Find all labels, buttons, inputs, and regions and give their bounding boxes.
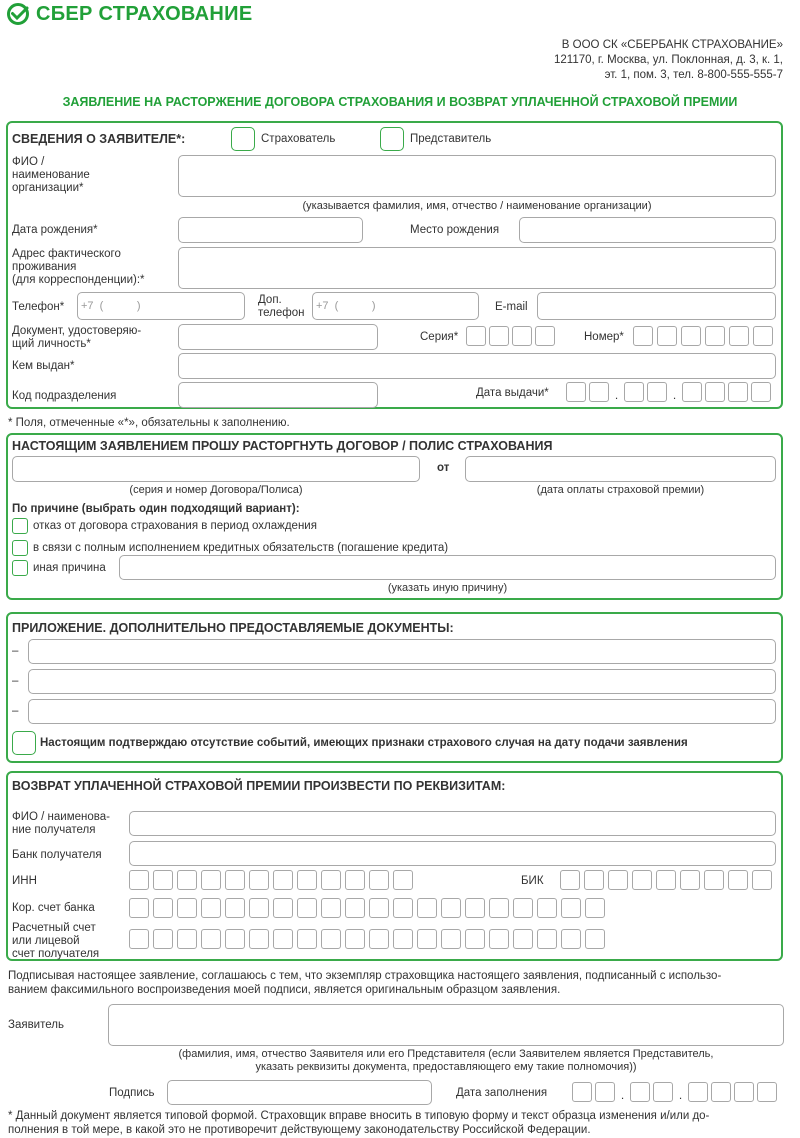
email-field[interactable] — [537, 292, 776, 320]
attachment-dash: – — [12, 675, 19, 687]
disclaimer-text: * Данный документ является типовой формой. Страховщик вправе вносить в типовую форму и текст образца изменения и/или до- полнения в той мере, в какой это не противоречит действующему законодательству Российской Федерации. — [8, 1110, 710, 1136]
inn-cell[interactable] — [225, 870, 245, 890]
inn-cell[interactable] — [177, 870, 197, 890]
bik-label: БИК — [521, 875, 544, 887]
number-label: Номер* — [584, 331, 624, 343]
corr-account-cell[interactable] — [129, 898, 149, 918]
inn-cell[interactable] — [201, 870, 221, 890]
number-cell[interactable] — [633, 326, 653, 346]
consent-text: Подписывая настоящее заявление, соглашаюсь с тем, что экземпляр страховщика настоящего заявления, подписанный с использо- ванием факсимильного воспроизведения моей подписи, является оригинальным образцом заявления. — [8, 970, 722, 996]
number-cell[interactable] — [753, 326, 773, 346]
bik-cell[interactable] — [560, 870, 580, 890]
fio-field[interactable] — [178, 155, 776, 197]
corr-account-cells — [129, 898, 605, 918]
extra-phone-field[interactable]: +7 ( ) — [312, 292, 479, 320]
bik-cell[interactable] — [584, 870, 604, 890]
account-cell[interactable] — [321, 929, 341, 949]
inn-cell[interactable] — [393, 870, 413, 890]
date-cell[interactable] — [624, 382, 644, 402]
bank-field[interactable] — [129, 841, 776, 866]
number-cell[interactable] — [705, 326, 725, 346]
date-cell[interactable] — [705, 382, 725, 402]
reason-title: По причине (выбрать один подходящий вариант): — [12, 503, 300, 515]
birth-date-label: Дата рождения* — [12, 224, 98, 236]
reason-loan-repaid-checkbox[interactable] — [12, 540, 28, 556]
fill-date-cell[interactable] — [653, 1082, 673, 1102]
series-cell[interactable] — [489, 326, 509, 346]
corr-account-cell[interactable] — [441, 898, 461, 918]
division-code-field[interactable] — [178, 382, 378, 408]
inn-cell[interactable] — [249, 870, 269, 890]
account-cell[interactable] — [273, 929, 293, 949]
recipient-label: ФИО / наименова- ние получателя — [12, 811, 110, 836]
no-insured-event-label: Настоящим подтверждаю отсутствие событий, имеющих признаки страхового случая на дату подачи заявления — [40, 737, 688, 749]
no-insured-event-checkbox[interactable] — [12, 731, 36, 755]
attachment-field-3[interactable] — [28, 699, 776, 724]
corr-account-cell[interactable] — [489, 898, 509, 918]
date-cell[interactable] — [566, 382, 586, 402]
bik-cell[interactable] — [752, 870, 772, 890]
date-cell[interactable] — [589, 382, 609, 402]
inn-cell[interactable] — [321, 870, 341, 890]
recipient-field[interactable] — [129, 811, 776, 836]
address-line: 121170, г. Москва, ул. Поклонная, д. 3, к. 1, — [553, 54, 783, 66]
address-line: В ООО СК «СБЕРБАНК СТРАХОВАНИЕ» — [561, 39, 783, 51]
email-label: E-mail — [495, 301, 528, 313]
applicant-signature-label: Заявитель — [8, 1019, 64, 1031]
bik-cell[interactable] — [632, 870, 652, 890]
issue-date-label: Дата выдачи* — [476, 387, 549, 399]
address-label: Адрес фактического проживания (для корреспонденции):* — [12, 248, 145, 286]
series-cell[interactable] — [466, 326, 486, 346]
corr-account-cell[interactable] — [537, 898, 557, 918]
inn-cell[interactable] — [297, 870, 317, 890]
account-cell[interactable] — [129, 929, 149, 949]
logo-text: СБЕР СТРАХОВАНИЕ — [36, 2, 253, 25]
policyholder-checkbox[interactable] — [231, 127, 255, 151]
fio-label: ФИО / наименование организации* — [12, 156, 90, 194]
id-document-label: Документ, удостоверяю- щий личность* — [12, 325, 142, 350]
from-label: от — [437, 462, 450, 474]
bik-cell[interactable] — [704, 870, 724, 890]
applicant-name-field[interactable] — [108, 1004, 784, 1046]
applicant-name-hint: (фамилия, имя, отчество Заявителя или его Представителя (если Заявителем является Представитель, указать реквизиты документа, предоставляющего ему такие полномочия)) — [178, 1048, 714, 1073]
account-cell[interactable] — [249, 929, 269, 949]
corr-account-cell[interactable] — [297, 898, 317, 918]
account-cell[interactable] — [345, 929, 365, 949]
other-reason-field[interactable] — [119, 555, 776, 580]
account-cell[interactable] — [297, 929, 317, 949]
document-title: ЗАЯВЛЕНИЕ НА РАСТОРЖЕНИЕ ДОГОВОРА СТРАХОВАНИЯ И ВОЗВРАТ УПЛАЧЕННОЙ СТРАХОВОЙ ПРЕМИИ — [62, 95, 738, 109]
fill-date-cell[interactable] — [734, 1082, 754, 1102]
corr-account-cell[interactable] — [201, 898, 221, 918]
bik-cell[interactable] — [608, 870, 628, 890]
corr-account-label: Кор. счет банка — [12, 902, 95, 914]
date-cell[interactable] — [682, 382, 702, 402]
number-cells — [633, 326, 773, 346]
account-cell[interactable] — [201, 929, 221, 949]
fill-date-cell[interactable] — [711, 1082, 731, 1102]
account-cell[interactable] — [489, 929, 509, 949]
number-cell[interactable] — [729, 326, 749, 346]
account-cell[interactable] — [513, 929, 533, 949]
signature-label: Подпись — [109, 1087, 155, 1099]
phone-field[interactable]: +7 ( ) — [77, 292, 245, 320]
account-cell[interactable] — [561, 929, 581, 949]
inn-cells — [129, 870, 413, 890]
corr-account-cell[interactable] — [561, 898, 581, 918]
account-cell[interactable] — [465, 929, 485, 949]
fill-date-cell[interactable] — [688, 1082, 708, 1102]
bik-cell[interactable] — [680, 870, 700, 890]
reason-loan-repaid-label: в связи с полным исполнением кредитных обязательств (погашение кредита) — [33, 542, 449, 554]
birth-date-field[interactable] — [178, 217, 363, 243]
refund-section-title: ВОЗВРАТ УПЛАЧЕННОЙ СТРАХОВОЙ ПРЕМИИ ПРОИЗВЕСТИ ПО РЕКВИЗИТАМ: — [12, 779, 506, 793]
bank-label: Банк получателя — [12, 849, 102, 861]
series-cell[interactable] — [512, 326, 532, 346]
fio-hint: (указывается фамилия, имя, отчество / наименование организации) — [302, 200, 652, 212]
fill-date-cell[interactable] — [630, 1082, 650, 1102]
number-cell[interactable] — [657, 326, 677, 346]
corr-account-cell[interactable] — [465, 898, 485, 918]
attachment-dash: – — [12, 705, 19, 717]
attachment-field-2[interactable] — [28, 669, 776, 694]
applicant-section-title: СВЕДЕНИЯ О ЗАЯВИТЕЛЕ*: — [12, 132, 186, 146]
attachment-field-1[interactable] — [28, 639, 776, 664]
account-cell[interactable] — [393, 929, 413, 949]
bik-cell[interactable] — [656, 870, 676, 890]
payment-date-field[interactable] — [465, 456, 776, 482]
required-fields-note: * Поля, отмеченные «*», обязательны к заполнению. — [8, 417, 290, 429]
fill-date-cell[interactable] — [572, 1082, 592, 1102]
corr-account-cell[interactable] — [393, 898, 413, 918]
insurer-address — [554, 38, 783, 83]
issued-by-label: Кем выдан* — [12, 360, 75, 372]
account-cell[interactable] — [417, 929, 437, 949]
attachment-dash: – — [12, 645, 19, 657]
issued-by-field[interactable] — [178, 353, 776, 379]
issue-date-cells: . . — [566, 382, 771, 402]
corr-account-cell[interactable] — [225, 898, 245, 918]
fill-date-cell[interactable] — [595, 1082, 615, 1102]
account-cell[interactable] — [153, 929, 173, 949]
corr-account-cell[interactable] — [273, 898, 293, 918]
date-cell[interactable] — [751, 382, 771, 402]
address-line: эт. 1, пом. 3, тел. 8-800-555-555-7 — [604, 69, 783, 81]
payment-date-hint: (дата оплаты страховой премии) — [536, 484, 705, 496]
corr-account-cell[interactable] — [249, 898, 269, 918]
birth-place-field[interactable] — [519, 217, 776, 243]
account-label: Расчетный счет или лицевой счет получателя — [12, 922, 100, 960]
reason-cooling-checkbox[interactable] — [12, 518, 28, 534]
fill-date-label: Дата заполнения — [456, 1087, 548, 1099]
account-cell[interactable] — [585, 929, 605, 949]
inn-cell[interactable] — [369, 870, 389, 890]
division-code-label: Код подразделения — [12, 390, 117, 402]
account-cell[interactable] — [225, 929, 245, 949]
birth-place-label: Место рождения — [410, 224, 500, 236]
inn-cell[interactable] — [345, 870, 365, 890]
corr-account-cell[interactable] — [369, 898, 389, 918]
account-cell[interactable] — [537, 929, 557, 949]
fill-date-cell[interactable] — [757, 1082, 777, 1102]
representative-checkbox[interactable] — [380, 127, 404, 151]
corr-account-cell[interactable] — [417, 898, 437, 918]
address-field[interactable] — [178, 247, 776, 289]
series-cell[interactable] — [535, 326, 555, 346]
date-cell[interactable] — [728, 382, 748, 402]
extra-phone-label: Доп. телефон — [258, 294, 305, 319]
other-reason-hint: (указать иную причину) — [387, 582, 508, 594]
attachments-section-title: ПРИЛОЖЕНИЕ. ДОПОЛНИТЕЛЬНО ПРЕДОСТАВЛЯЕМЫЕ ДОКУМЕНТЫ: — [12, 621, 454, 635]
phone-label: Телефон* — [12, 301, 65, 313]
account-cells — [129, 929, 605, 949]
reason-other-checkbox[interactable] — [12, 560, 28, 576]
logo — [6, 2, 252, 26]
bik-cells — [560, 870, 772, 890]
fill-date-cells: . . — [572, 1082, 777, 1102]
series-label: Серия* — [420, 331, 459, 343]
date-cell[interactable] — [647, 382, 667, 402]
corr-account-cell[interactable] — [153, 898, 173, 918]
representative-label: Представитель — [410, 133, 492, 145]
reason-other-label: иная причина — [33, 562, 106, 574]
inn-cell[interactable] — [273, 870, 293, 890]
sber-logo-icon — [6, 2, 30, 26]
account-cell[interactable] — [369, 929, 389, 949]
corr-account-cell[interactable] — [177, 898, 197, 918]
contract-number-field[interactable] — [12, 456, 420, 482]
termination-section-title: НАСТОЯЩИМ ЗАЯВЛЕНИЕМ ПРОШУ РАСТОРГНУТЬ ДОГОВОР / ПОЛИС СТРАХОВАНИЯ — [12, 439, 553, 453]
corr-account-cell[interactable] — [513, 898, 533, 918]
reason-cooling-label: отказ от договора страхования в период охлаждения — [33, 520, 317, 532]
signature-field[interactable] — [167, 1080, 432, 1105]
inn-label: ИНН — [12, 875, 37, 887]
corr-account-cell[interactable] — [321, 898, 341, 918]
account-cell[interactable] — [177, 929, 197, 949]
inn-cell[interactable] — [153, 870, 173, 890]
corr-account-cell[interactable] — [585, 898, 605, 918]
inn-cell[interactable] — [129, 870, 149, 890]
account-cell[interactable] — [441, 929, 461, 949]
number-cell[interactable] — [681, 326, 701, 346]
policyholder-label: Страхователь — [261, 133, 336, 145]
id-document-field[interactable] — [178, 324, 378, 350]
contract-number-hint: (серия и номер Договора/Полиса) — [129, 484, 303, 496]
series-cells — [466, 326, 555, 346]
bik-cell[interactable] — [728, 870, 748, 890]
corr-account-cell[interactable] — [345, 898, 365, 918]
